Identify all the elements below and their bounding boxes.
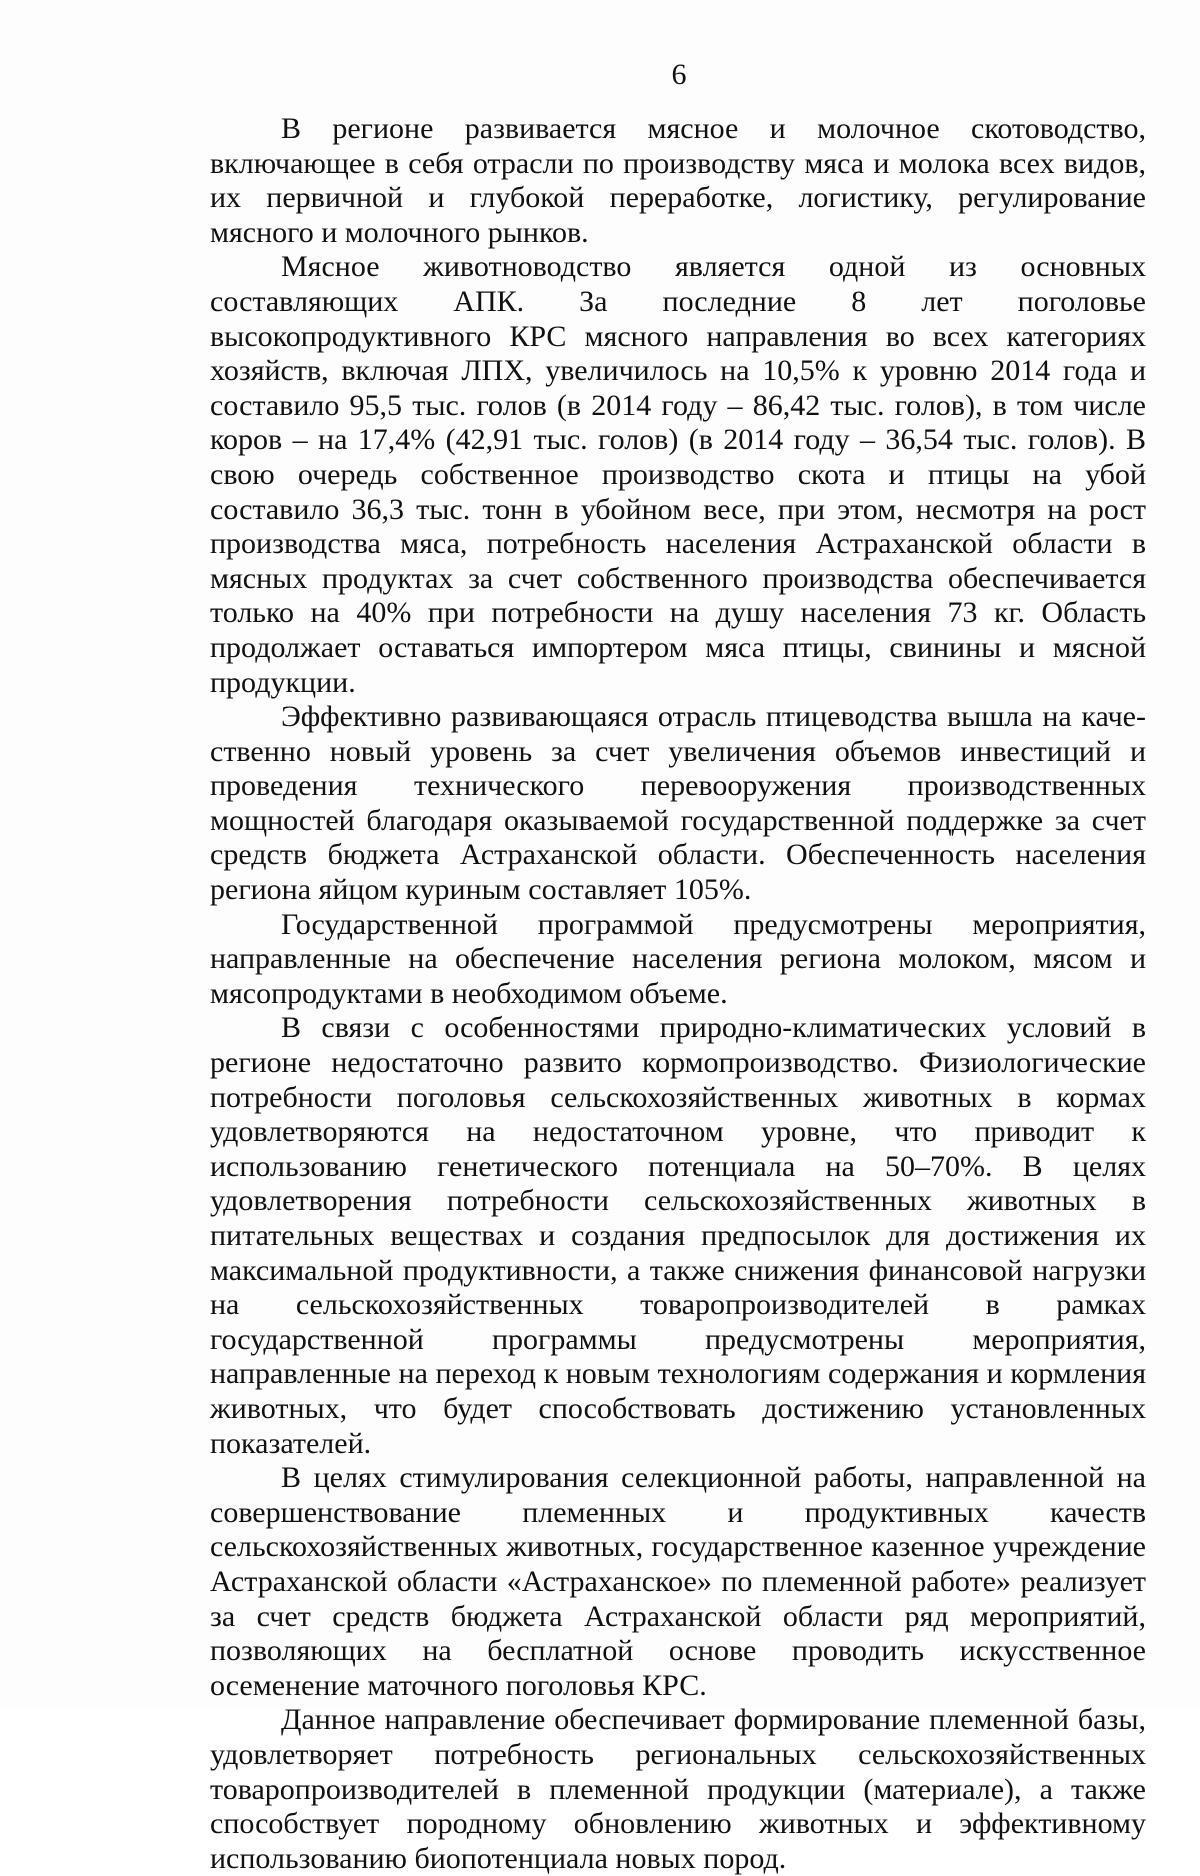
paragraph-cattle-breeding: В регионе развивается мясное и молочное скотоводство, включающее в себя отрасли по производству мяса и молока всех видов, их первичной и глубокой переработке, логистику, регулирование мясного и молочного рынков. bbox=[210, 112, 1146, 249]
paragraph-fodder-production: В связи с особенностями природно-климатических условий в регионе недостаточно развито кормопроизводство. Физиологические потребности поголовья сельскохозяйственных животных в кормах удовлетворяются на недостаточном уровне, что приводит к использованию генетического потенциала на 50–70%. В целях удовлетворения потребности сельскохозяйственных животных в питательных веществах и создания предпосылок для достижения их максимальной продуктивности, а также снижения финансовой нагрузки на сельскохозяйственных товаропроизводителей в рамках государственной программы предусмотрены мероприятия, направленные на переход к новым технологиям содержания и кормления животных, что будет способствовать достижению установленных показателей. bbox=[210, 1011, 1146, 1460]
paragraph-selection-work: В целях стимулирования селекционной работы, направленной на совершенствование племенных и продуктивных качеств сельскохозяйственных животных, государственное казенное учреждение Астраханской области «Астраханское» по племенной работе» реализует за счет средств бюджета Астраханской области ряд мероприятий, позволяющих на бесплатной основе проводить искусственное осеменение маточного поголовья КРС. bbox=[210, 1461, 1146, 1702]
paragraph-meat-livestock: Мясное животноводство является одной из основных составляющих АПК. За последние 8 лет поголовье высокопродуктивного КРС мясного направления во всех категориях хозяйств, включая ЛПХ, увеличилось на 10,5% к уровню 2014 года и составило 95,5 тыс. голов (в 2014 году – 86,42 тыс. голов), в том числе коров – на 17,4% (42,91 тыс. голов) (в 2014 году – 36,54 тыс. голов). В свою очередь собственное производство скота и птицы на убой составило 36,3 тыс. тонн в убойном весе, при этом, несмотря на рост производства мяса, потребность населения Астраханской области в мясных продуктах за счет собственного производства обеспечивается только на 40% при потребности на душу населения 73 кг. Область продолжает оставаться импортером мяса птицы, свинины и мясной продукции. bbox=[210, 250, 1146, 699]
document-body bbox=[210, 112, 1146, 1876]
paragraph-state-program: Государственной программой предусмотрены мероприятия, направленные на обеспечение населения региона молоком, мясом и мясопродуктами в необходимом объеме. bbox=[210, 907, 1146, 1010]
paragraph-breeding-base: Данное направление обеспечивает формирование племенной базы, удовлетворяет потребность региональных сельскохозяйственных товаропроизводителей в племенной продукции (материале), а также способствует породному обновлению животных и эффективному использованию биопотенциала новых пород. bbox=[210, 1703, 1146, 1875]
page-number: 6 bbox=[671, 58, 687, 91]
paragraph-poultry: Эффективно развивающаяся отрасль птицеводства вышла на качественно новый уровень за счет увеличения объемов инвестиций и проведения технического перевооружения производственных мощностей благодаря оказываемой государственной поддержке за счет средств бюджета Астраханской области. Обеспеченность населения региона яйцом куриным составляет 105%. bbox=[210, 700, 1146, 907]
